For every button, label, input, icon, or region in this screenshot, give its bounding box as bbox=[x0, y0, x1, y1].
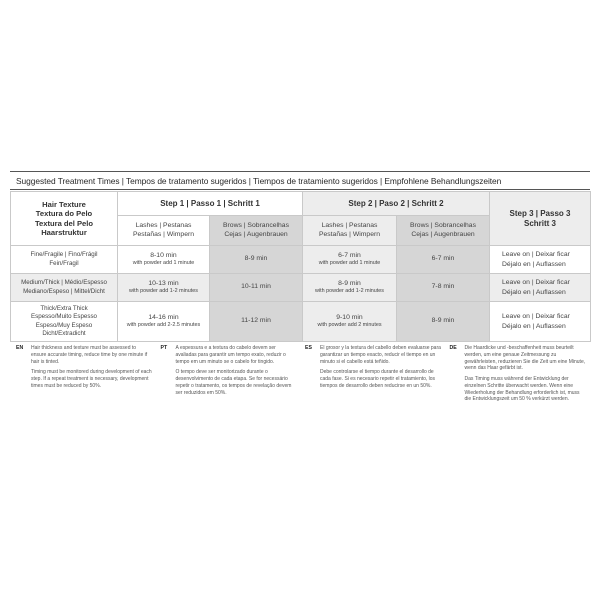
header-step2-lashes: Lashes | Pestanas Pestañas | Wimpern bbox=[303, 216, 397, 246]
table-title-text: Suggested Treatment Times | Tempos de tratamento sugeridos | Tiempos de tratamiento sugeridos | Empfohlene Behandlungszeiten bbox=[16, 175, 502, 186]
row-label-thick: Thick/Extra Thick Espesso/Muito Espesso Espeso/Muy Espeso Dicht/Extradicht bbox=[11, 302, 118, 342]
note-de: DE Die Haardicke und -beschaffenheit muss beurteilt werden, um eine genaue Zeitmessung zu gewährleisten, reduzieren Sie die Zeit um eine Minute, wenn das Haar gefärbt ist. Das Timing muss während der Entwicklung der einzelnen Schritte überwacht werden. Wenn eine Wiederholung der Behandlung erforderlich ist, muss die Entwicklungszeit um 50 % verkürzt werden. bbox=[450, 345, 587, 425]
table-title bbox=[10, 171, 590, 190]
step3-instruction: Leave on | Deixar ficar Déjalo en | Auflassen bbox=[490, 274, 591, 302]
instruction-notes bbox=[16, 345, 586, 425]
step2-brows-time: 7-8 min bbox=[397, 274, 490, 302]
treatment-times-table bbox=[10, 191, 591, 342]
header-step1-lashes: Lashes | Pestanas Pestañas | Wimpern bbox=[118, 216, 210, 246]
step3-instruction: Leave on | Deixar ficar Déjalo en | Auflassen bbox=[490, 246, 591, 274]
step1-lashes-time: 8-10 min with powder add 1 minute bbox=[118, 246, 210, 274]
step1-brows-time: 10-11 min bbox=[210, 274, 303, 302]
language-code: ES bbox=[305, 345, 312, 351]
language-code: EN bbox=[16, 345, 24, 351]
row-label-medium: Medium/Thick | Médio/Espesso Mediano/Espeso | Mittel/Dicht bbox=[11, 274, 118, 302]
step2-lashes-time: 6-7 min with powder add 1 minute bbox=[303, 246, 397, 274]
header-step-1: Step 1 | Passo 1 | Schritt 1 bbox=[118, 192, 303, 216]
table-row bbox=[11, 246, 591, 274]
step1-lashes-time: 10-13 min with powder add 1-2 minutes bbox=[118, 274, 210, 302]
step2-brows-time: 6-7 min bbox=[397, 246, 490, 274]
step2-brows-time: 8-9 min bbox=[397, 302, 490, 342]
step1-lashes-time: 14-16 min with powder add 2-2.5 minutes bbox=[118, 302, 210, 342]
step1-brows-time: 11-12 min bbox=[210, 302, 303, 342]
note-pt: PT A espessura e a textura do cabelo devem ser avaliadas para garantir um tempo exato, reduzir o tempo em um minuto se o cabelo for tingido. O tempo deve ser monitorizado durante o desenvolvimento de cada etapa. Se for necessário repetir o tratamento, os tempos de revelação devem ser reduzidos em 50%. bbox=[161, 345, 298, 425]
table-row bbox=[11, 302, 591, 342]
table-row bbox=[11, 274, 591, 302]
header-step2-brows: Brows | Sobrancelhas Cejas | Augenbrauen bbox=[397, 216, 490, 246]
note-es: ES El grosor y la textura del cabello deben evaluarse para garantizar un tiempo exacto, reducir el tiempo en un minuto si el cabello está teñido. Debe controlarse el tiempo durante el desarrollo de cada fase. Si es necesario repetir el tratamiento, los tiempos de desarrollo deben reducirse en un 50%. bbox=[305, 345, 442, 425]
language-code: DE bbox=[449, 345, 457, 351]
header-step-3: Step 3 | Passo 3 Schritt 3 bbox=[490, 192, 591, 246]
header-hair-texture: Hair Texture Textura do Pelo Textura del Pelo Haarstruktur bbox=[11, 192, 118, 246]
step3-instruction: Leave on | Deixar ficar Déjalo en | Auflassen bbox=[490, 302, 591, 342]
step2-lashes-time: 9-10 min with powder add 2 minutes bbox=[303, 302, 397, 342]
step1-brows-time: 8-9 min bbox=[210, 246, 303, 274]
header-step1-brows: Brows | Sobrancelhas Cejas | Augenbrauen bbox=[210, 216, 303, 246]
language-code: PT bbox=[160, 345, 168, 351]
note-en: EN Hair thickness and texture must be assessed to ensure accurate timing, reduce time by one minute if hair is tinted. Timing must be monitored during development of each step. If a repeat treatment is necessary, development times must be reduced by 50%. bbox=[16, 345, 153, 425]
row-label-fine: Fine/Fragile | Fino/Frágil Fein/Fragil bbox=[11, 246, 118, 274]
header-step-2: Step 2 | Paso 2 | Schritt 2 bbox=[303, 192, 490, 216]
step2-lashes-time: 8-9 min with powder add 1-2 minutes bbox=[303, 274, 397, 302]
